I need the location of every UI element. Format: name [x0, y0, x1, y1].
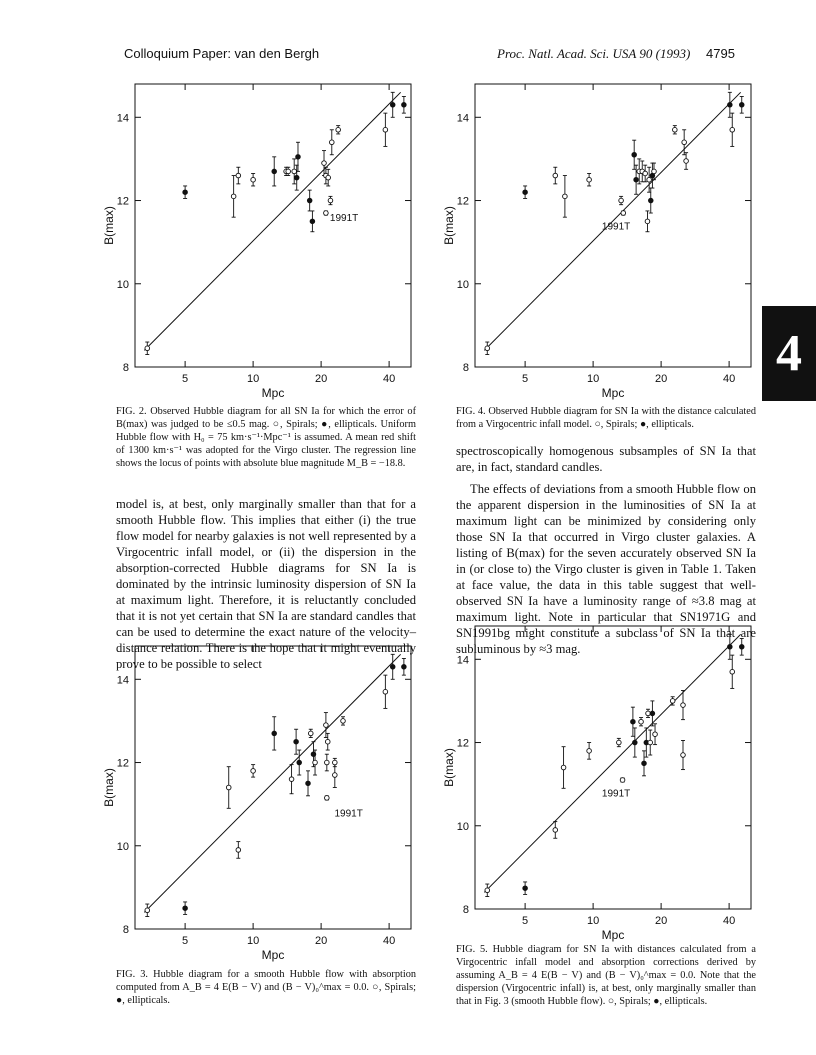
- spiral-point: [647, 177, 652, 182]
- spiral-point: [646, 711, 651, 716]
- x-tick-label: 10: [246, 935, 260, 947]
- spiral-point: [236, 848, 241, 853]
- elliptical-point: [523, 886, 528, 891]
- y-tick-label: 14: [116, 674, 129, 687]
- spiral-point: [325, 760, 330, 765]
- y-tick-label: 8: [462, 904, 469, 916]
- spiral-point: [341, 719, 346, 724]
- spiral-point: [226, 785, 231, 790]
- x-tick-label: 10: [586, 915, 600, 927]
- spiral-point: [621, 211, 626, 216]
- paragraph: model is, at best, only marginally smaller than that for a smooth Hubble flow. This implies that either (i) the true flow model for nearby galaxies is not well represented by a Virgocentric infall model, or (ii) the dispersion in the absorption-corrected Hubble diagrams for SN Ia is dominated by the intrinsic luminosity dispersion of SN Ia at maximum light. Therefore, it is reluctantly concluded that it is not yet certain that SN Ia are standard candles that can be used to determine the exact nature of the velocity–distance relation. There is the hope that it might eventually prove to be possible to select: [116, 497, 416, 671]
- paragraph: spectroscopically homogenous subsamples of SN Ia that are, in fact, standard candles.: [456, 444, 756, 474]
- spiral-point: [329, 140, 334, 145]
- spiral-point: [324, 723, 329, 728]
- spiral-point: [619, 198, 624, 203]
- figure-4-chart: [437, 80, 755, 398]
- annotation-label: 1991T: [334, 808, 363, 820]
- plot-frame: [135, 646, 411, 929]
- y-tick-label: 10: [456, 820, 469, 833]
- elliptical-point: [632, 152, 637, 157]
- regression-line: [484, 634, 740, 892]
- x-axis-label: Mpc: [601, 386, 625, 400]
- running-header-left: Colloquium Paper: van den Bergh: [124, 46, 320, 61]
- spiral-point: [308, 731, 313, 736]
- spiral-point: [289, 777, 294, 782]
- spiral-point: [326, 175, 331, 180]
- spiral-point: [286, 169, 291, 174]
- spiral-point: [325, 739, 330, 744]
- spiral-point: [639, 719, 644, 724]
- x-tick-label: 40: [722, 373, 736, 385]
- paragraph: The effects of deviations from a smooth Hubble flow on the apparent dispersion in the luminosities of SN Ia at maximum light can be minimized by considering only those SN Ia that occurred in Virgo cluster galaxies. A listing of B(max) for the seven accurately observed SN Ia in (or close to) the Virgo cluster is given in Table 1. Taken at face value, the data in this table suggest that well-observed SN Ia have a luminosity range of ≈3.8 mag at maximum light. Note in particular that SN1971G and SN1991bg might constitute a subclass of SN Ia that are subluminous by ≈3 mag.: [456, 482, 756, 656]
- spiral-point: [587, 177, 592, 182]
- spiral-point: [313, 760, 318, 765]
- elliptical-point: [294, 739, 299, 744]
- spiral-point: [684, 159, 689, 164]
- figure-2-chart: [97, 80, 415, 398]
- y-tick-label: 14: [456, 654, 469, 667]
- annotation-label: 1991T: [601, 788, 631, 800]
- x-tick-label: 20: [314, 935, 328, 947]
- spiral-point: [617, 740, 622, 745]
- spiral-point: [324, 211, 329, 216]
- y-tick-label: 12: [456, 737, 469, 750]
- spiral-point: [251, 177, 256, 182]
- spiral-point: [333, 760, 338, 765]
- y-tick-label: 8: [122, 924, 129, 936]
- elliptical-point: [307, 198, 312, 203]
- spiral-point: [251, 769, 256, 774]
- spiral-point: [730, 127, 735, 132]
- page-number: 4795: [706, 46, 735, 61]
- y-tick-label: 10: [456, 278, 469, 291]
- regression-line: [144, 92, 400, 350]
- x-tick-label: 20: [654, 373, 668, 385]
- elliptical-point: [634, 177, 639, 182]
- x-tick-label: 5: [182, 935, 189, 947]
- y-tick-label: 12: [116, 195, 129, 208]
- elliptical-point: [633, 740, 638, 745]
- y-tick-label: 10: [116, 840, 129, 853]
- spiral-point: [145, 908, 150, 913]
- x-axis-label: Mpc: [261, 386, 285, 400]
- elliptical-point: [728, 103, 733, 108]
- annotation-label: 1991T: [601, 221, 631, 233]
- figure-3-chart: [97, 642, 415, 960]
- elliptical-point: [297, 760, 302, 765]
- spiral-point: [670, 699, 675, 704]
- elliptical-point: [272, 731, 277, 736]
- spiral-point: [325, 796, 330, 801]
- spiral-point: [322, 161, 327, 166]
- y-tick-label: 12: [456, 195, 469, 208]
- spiral-point: [485, 346, 490, 351]
- journal-citation: Proc. Natl. Acad. Sci. USA 90 (1993): [497, 46, 691, 61]
- figure-3-caption: FIG. 3. Hubble diagram for a smooth Hubble flow with absorption computed from A_B = 4 E(B − V) and (B − V)₀^max = 0.0. ○, Spirals; ●, ellipticals.: [116, 969, 416, 1006]
- figure-5-caption: FIG. 5. Hubble diagram for SN Ia with distances calculated from a Virgocentric infall model and absorption corrections derived by assuming A_B = 4 E(B − V) and (B − V)₀^max = 0.0. Note that the dispersion (Virgocentric infall) is, at best, only marginally smaller than that in Fig. 3 (smooth Hubble flow). ○, Spirals; ●, ellipticals.: [456, 944, 756, 1007]
- y-tick-label: 8: [462, 362, 469, 374]
- elliptical-point: [650, 711, 655, 716]
- y-tick-label: 14: [456, 112, 469, 125]
- spiral-point: [553, 173, 558, 178]
- spiral-point: [231, 194, 236, 199]
- x-tick-label: 5: [522, 373, 529, 385]
- y-axis-label: B(max): [442, 748, 456, 787]
- y-tick-label: 10: [116, 278, 129, 291]
- x-tick-label: 40: [382, 935, 396, 947]
- x-tick-label: 10: [586, 373, 600, 385]
- spiral-point: [653, 732, 658, 737]
- spiral-point: [383, 689, 388, 694]
- plot-frame: [475, 626, 751, 909]
- spiral-point: [292, 169, 297, 174]
- spiral-point: [236, 173, 241, 178]
- x-tick-label: 10: [246, 373, 260, 385]
- elliptical-point: [310, 219, 315, 224]
- elliptical-point: [294, 175, 299, 180]
- elliptical-point: [272, 169, 277, 174]
- spiral-point: [328, 198, 333, 203]
- spiral-point: [682, 140, 687, 145]
- elliptical-point: [523, 190, 528, 195]
- x-tick-label: 5: [182, 373, 189, 385]
- spiral-point: [485, 888, 490, 893]
- spiral-point: [652, 169, 657, 174]
- elliptical-point: [183, 190, 188, 195]
- x-tick-label: 20: [654, 915, 668, 927]
- body-text-right: [456, 443, 756, 657]
- y-axis-label: B(max): [442, 206, 456, 245]
- elliptical-point: [631, 719, 636, 724]
- y-tick-label: 14: [116, 112, 129, 125]
- spiral-point: [620, 778, 625, 783]
- elliptical-point: [642, 761, 647, 766]
- x-tick-label: 5: [522, 915, 529, 927]
- y-axis-label: B(max): [102, 206, 116, 245]
- spiral-point: [553, 828, 558, 833]
- spiral-point: [561, 765, 566, 770]
- y-tick-label: 8: [122, 362, 129, 374]
- elliptical-point: [739, 103, 744, 108]
- x-tick-label: 20: [314, 373, 328, 385]
- elliptical-point: [183, 906, 188, 911]
- x-axis-label: Mpc: [261, 948, 285, 962]
- spiral-point: [648, 740, 653, 745]
- spiral-point: [681, 753, 686, 758]
- body-text-left: [116, 496, 416, 672]
- spiral-point: [643, 171, 648, 176]
- plot-frame: [135, 84, 411, 367]
- spiral-point: [587, 749, 592, 754]
- elliptical-point: [648, 198, 653, 203]
- elliptical-point: [296, 155, 301, 160]
- spiral-point: [563, 194, 568, 199]
- elliptical-point: [402, 103, 407, 108]
- spiral-point: [681, 703, 686, 708]
- spiral-point: [730, 669, 735, 674]
- spiral-point: [145, 346, 150, 351]
- elliptical-point: [390, 103, 395, 108]
- elliptical-point: [306, 781, 311, 786]
- y-tick-label: 12: [116, 757, 129, 770]
- figure-5-chart: [437, 622, 755, 940]
- annotation-label: 1991T: [329, 213, 359, 225]
- x-axis-label: Mpc: [601, 928, 625, 942]
- x-tick-label: 40: [722, 915, 736, 927]
- x-tick-label: 40: [382, 373, 396, 385]
- y-axis-label: B(max): [102, 768, 116, 807]
- section-tab: 4: [762, 306, 816, 401]
- figure-4-caption: FIG. 4. Observed Hubble diagram for SN Ia with the distance calculated from a Virgocentric infall model. ○, Spirals; ●, ellipticals.: [456, 406, 756, 430]
- regression-line: [144, 654, 400, 912]
- spiral-point: [673, 127, 678, 132]
- spiral-point: [333, 773, 338, 778]
- spiral-point: [383, 127, 388, 132]
- spiral-point: [645, 219, 650, 224]
- figure-2-caption: FIG. 2. Observed Hubble diagram for all SN Ia for which the error of B(max) was judged to be ≤0.5 mag. ○, Spirals; ●, ellipticals. Uniform Hubble flow with H₀ = 75 km·s⁻¹·Mpc⁻¹ is assumed. A mean red shift of 1300 km·s⁻¹ was adopted for the Virgo cluster. The regression line shows the locus of points with absolute blue magnitude M_B = −18.8.: [116, 406, 416, 469]
- spiral-point: [336, 127, 341, 132]
